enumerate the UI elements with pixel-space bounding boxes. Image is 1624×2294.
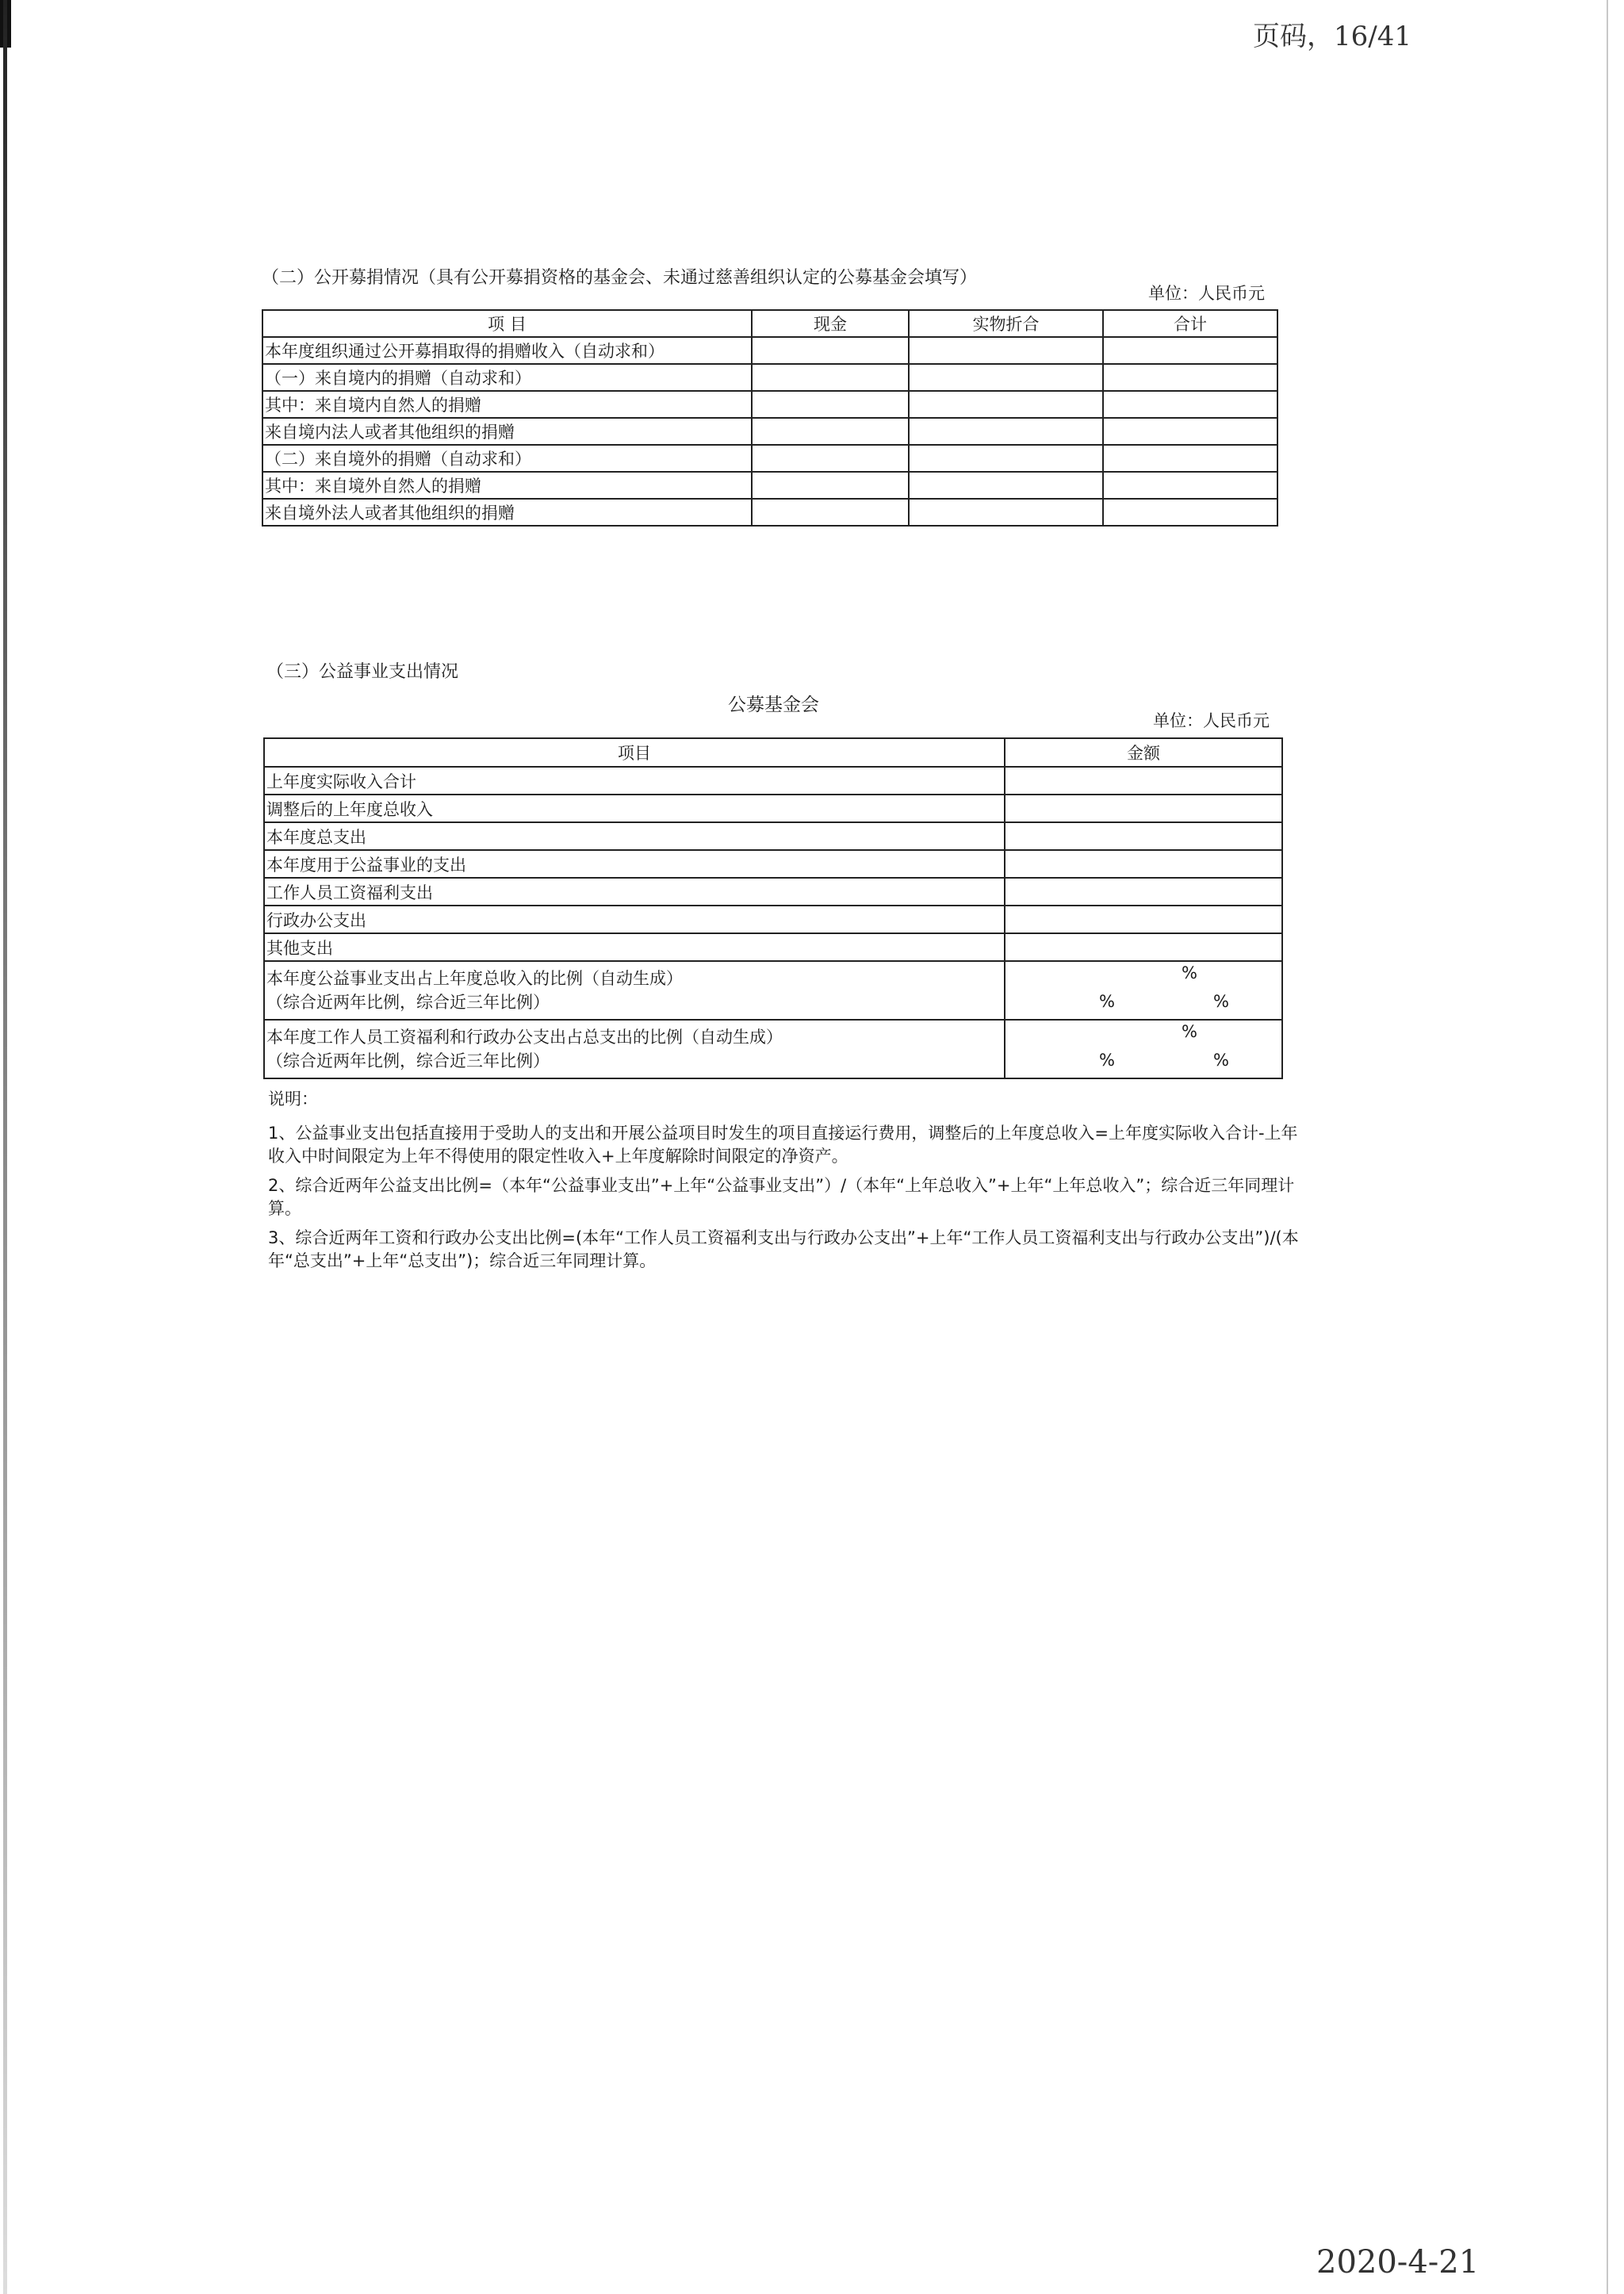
ratio-label	[264, 961, 1005, 1020]
table-row	[264, 767, 1282, 795]
amount-cell	[1005, 906, 1282, 933]
row-label: 上年度实际收入合计	[264, 767, 1005, 795]
note-item: 3、综合近两年工资和行政办公支出比例=(本年“工作人员工资福利支出与行政办公支出”+上年“工作人员工资福利支出与行政办公支出”)/(本年“总支出”+上年“总支出”)；综合近三年同理计算。	[268, 1228, 1299, 1270]
row-label: 行政办公支出	[264, 906, 1005, 933]
row-label: 来自境外法人或者其他组织的捐赠	[262, 499, 752, 526]
amount-cell	[1005, 822, 1282, 850]
percent-sign: %	[1213, 992, 1229, 1011]
percent-sign: %	[1213, 1051, 1229, 1070]
section3-unit: 单位：人民币元	[1153, 711, 1270, 730]
total-cell	[1103, 337, 1277, 364]
column-header: 合计	[1103, 310, 1277, 337]
table-row	[264, 795, 1282, 822]
in-kind-cell	[909, 472, 1103, 499]
notes-heading: 说明：	[268, 1090, 318, 1109]
table-row	[264, 878, 1282, 906]
table-header-row	[264, 738, 1282, 767]
row-label: 工作人员工资福利支出	[264, 878, 1005, 906]
in-kind-cell	[909, 445, 1103, 472]
ratio-value-cell	[1005, 961, 1282, 1020]
row-label: 其他支出	[264, 933, 1005, 961]
cash-cell	[752, 445, 909, 472]
row-label: 其中：来自境外自然人的捐赠	[262, 472, 752, 499]
row-label: （一）来自境内的捐赠（自动求和）	[262, 364, 752, 391]
in-kind-cell	[909, 499, 1103, 526]
in-kind-cell	[909, 391, 1103, 418]
table-row	[262, 418, 1277, 445]
percent-sign: %	[1182, 1022, 1197, 1041]
section3-title: （三）公益事业支出情况	[266, 662, 459, 682]
notes	[268, 1088, 1299, 1279]
in-kind-cell	[909, 364, 1103, 391]
cash-cell	[752, 472, 909, 499]
cash-cell	[752, 364, 909, 391]
table-row	[262, 499, 1277, 526]
ratio-row	[264, 1020, 1282, 1078]
row-label: 其中：来自境内自然人的捐赠	[262, 391, 752, 418]
row-label: 调整后的上年度总收入	[264, 795, 1005, 822]
table-row	[264, 822, 1282, 850]
total-cell	[1103, 391, 1277, 418]
column-header: 现金	[752, 310, 909, 337]
cash-cell	[752, 391, 909, 418]
percent-sign: %	[1099, 992, 1115, 1011]
table-row	[262, 445, 1277, 472]
scan-edge	[1607, 0, 1608, 2294]
table-row	[262, 472, 1277, 499]
note-item: 2、综合近两年公益支出比例=（本年“公益事业支出”+上年“公益事业支出”）/（本年“上年总收入”+上年“上年总收入”；综合近三年同理计算。	[268, 1176, 1295, 1218]
table-row	[264, 933, 1282, 961]
ratio-label-line: 本年度工作人员工资福利和行政办公支出占总支出的比例（自动生成）	[266, 1028, 783, 1047]
ratio-label-line: （综合近两年比例，综合近三年比例）	[266, 993, 550, 1012]
cash-cell	[752, 499, 909, 526]
total-cell	[1103, 472, 1277, 499]
percent-sign: %	[1099, 1051, 1115, 1070]
amount-cell	[1005, 878, 1282, 906]
ratio-row	[264, 961, 1282, 1020]
public-fundraising-table	[262, 309, 1278, 527]
column-header: 项 目	[262, 310, 752, 337]
table-row	[262, 337, 1277, 364]
date-stamp: 2020-4-21	[1316, 2244, 1480, 2281]
table-row	[264, 850, 1282, 878]
total-cell	[1103, 418, 1277, 445]
ratio-value-cell	[1005, 1020, 1282, 1078]
ratio-label-line: （综合近两年比例，综合近三年比例）	[266, 1051, 550, 1070]
percent-sign: %	[1182, 963, 1197, 982]
row-label: 来自境内法人或者其他组织的捐赠	[262, 418, 752, 445]
column-header: 项目	[264, 738, 1005, 767]
scan-edge	[3, 0, 7, 2294]
amount-cell	[1005, 850, 1282, 878]
ratio-label-line: 本年度公益事业支出占上年度总收入的比例（自动生成）	[266, 969, 683, 988]
column-header: 金额	[1005, 738, 1282, 767]
total-cell	[1103, 364, 1277, 391]
cash-cell	[752, 418, 909, 445]
ratio-label	[264, 1020, 1005, 1078]
note-item: 1、公益事业支出包括直接用于受助人的支出和开展公益项目时发生的项目直接运行费用，调整后的上年度总收入=上年度实际收入合计-上年收入中时间限定为上年不得使用的限定性收入+上年度解除时间限定的净资产。	[268, 1124, 1298, 1166]
in-kind-cell	[909, 337, 1103, 364]
amount-cell	[1005, 933, 1282, 961]
row-label: 本年度组织通过公开募捐取得的捐赠收入（自动求和）	[262, 337, 752, 364]
row-label: （二）来自境外的捐赠（自动求和）	[262, 445, 752, 472]
public-welfare-expenditure-table	[263, 737, 1283, 1079]
in-kind-cell	[909, 418, 1103, 445]
total-cell	[1103, 499, 1277, 526]
page-number: 页码，16/41	[1253, 21, 1411, 52]
table-row	[264, 906, 1282, 933]
table-row	[262, 364, 1277, 391]
total-cell	[1103, 445, 1277, 472]
amount-cell	[1005, 767, 1282, 795]
section2-unit: 单位：人民币元	[1148, 284, 1265, 303]
table-header-row	[262, 310, 1277, 337]
row-label: 本年度总支出	[264, 822, 1005, 850]
section2-title: （二）公开募捐情况（具有公开募捐资格的基金会、未通过慈善组织认定的公募基金会填写）	[262, 268, 978, 288]
table-row	[262, 391, 1277, 418]
row-label: 本年度用于公益事业的支出	[264, 850, 1005, 878]
amount-cell	[1005, 795, 1282, 822]
cash-cell	[752, 337, 909, 364]
column-header: 实物折合	[909, 310, 1103, 337]
section3-subtitle: 公募基金会	[728, 695, 819, 715]
